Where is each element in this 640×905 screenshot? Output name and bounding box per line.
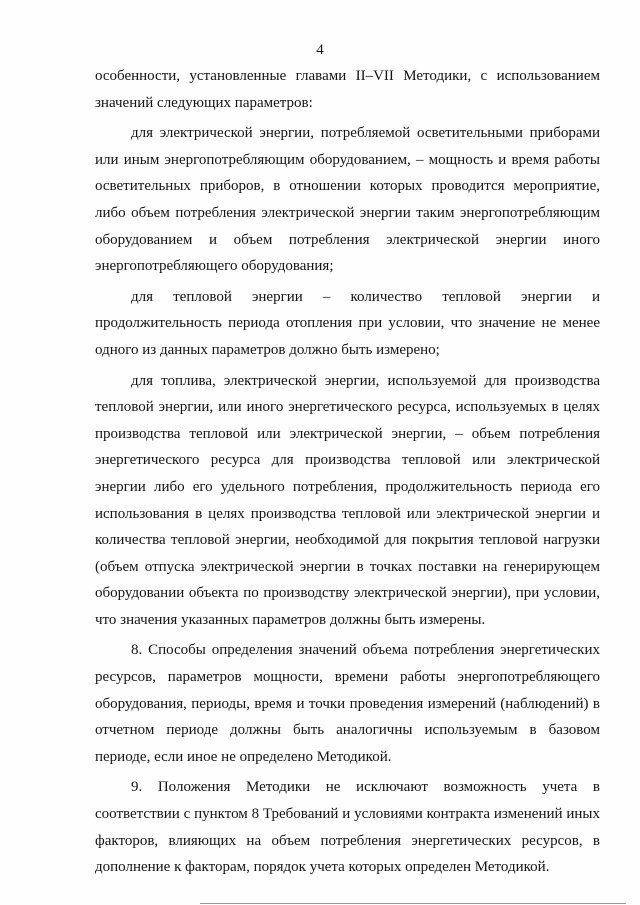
bottom-edge-line bbox=[200, 903, 626, 904]
paragraph-electric-energy: для электрической энергии, потребляемой осветительными приборами или иным энергопотребляющим оборудованием, – мощность и время работы осветительных приборов, в отношении которых проводится мероприятие, либо объем потребления электрической энергии таким энергопотребляющим оборудованием и объем потребления электрической энергии иного энергопотребляющего оборудования; bbox=[95, 125, 600, 275]
paragraph-intro-continuation: особенности, установленные главами II–VII Методики, с использованием значений следующих параметров: bbox=[95, 68, 600, 111]
paragraph-thermal-energy: для тепловой энергии – количество тепловой энергии и продолжительность периода отопления при условии, что значение не менее одного из данных параметров должно быть измерено; bbox=[95, 288, 600, 358]
paragraph-fuel: для топлива, электрической энергии, используемой для производства тепловой энергии, или иного энергетического ресурса, используемых в целях производства тепловой или электрической энергии, – объем потребления энергетического ресурса для производства тепловой или электрической энергии либо его удельного потребления, продолжительность периода его использования в целях производства тепловой или электрической энергии и количества тепловой энергии, необходимой для покрытия тепловой нагрузки (объем отпуска электрической энергии в точках поставки на генерирующем оборудовании объекта по производству электрической энергии), при условии, что значения указанных параметров должны быть измерены. bbox=[95, 372, 600, 628]
paragraph-item-9: 9. Положения Методики не исключают возможность учета в соответствии с пунктом 8 Требований и условиями контракта изменений иных факторов, влияющих на объем потребления энергетических ресурсов, в дополнение к факторам, порядок учета которых определен Методикой. bbox=[95, 779, 600, 876]
page-number: 4 bbox=[316, 42, 324, 58]
document-body bbox=[95, 63, 600, 881]
paragraph-item-8: 8. Способы определения значений объема потребления энергетических ресурсов, параметров мощности, времени работы энергопотребляющего оборудования, периоды, время и точки проведения измерений (наблюдений) в отчетном периоде должны быть аналогичны используемым в базовом периоде, если иное не определено Методикой. bbox=[95, 642, 600, 765]
